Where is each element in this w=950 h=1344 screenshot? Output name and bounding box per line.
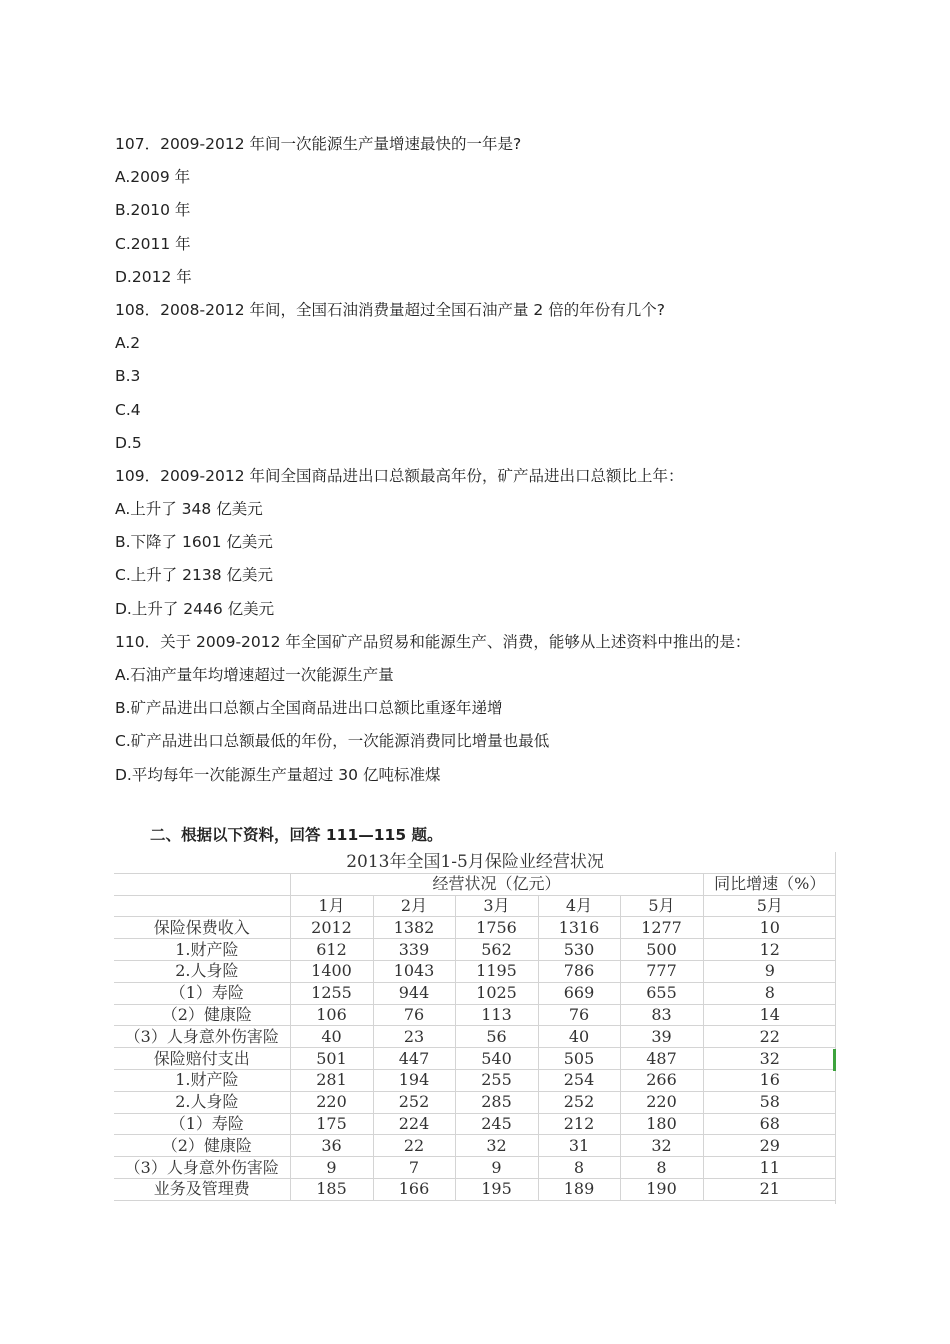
- month-header: 2月: [373, 895, 455, 917]
- question-stem: 110．关于 2009-2012 年全国矿产品贸易和能源生产、消费，能够从上述资料中推出的是：: [115, 632, 751, 651]
- row-label: （1）寿险: [114, 1113, 290, 1135]
- value-cell: 944: [373, 982, 455, 1004]
- value-cell: 505: [538, 1048, 620, 1070]
- value-cell: 40: [290, 1026, 373, 1048]
- value-cell: 8: [538, 1157, 620, 1179]
- value-cell: 1382: [373, 917, 455, 939]
- value-cell: 501: [290, 1048, 373, 1070]
- row-label: 1.财产险: [114, 1069, 290, 1091]
- value-cell: 285: [455, 1091, 538, 1113]
- value-cell: 9: [290, 1157, 373, 1179]
- value-cell: 22: [373, 1135, 455, 1157]
- value-cell: 786: [538, 960, 620, 982]
- value-cell: 83: [620, 1004, 703, 1026]
- value-cell: 245: [455, 1113, 538, 1135]
- value-cell: 40: [538, 1026, 620, 1048]
- table-row: [114, 1178, 836, 1200]
- value-cell: 2012: [290, 917, 373, 939]
- value-cell: 32: [620, 1135, 703, 1157]
- row-label: 业务及管理费: [114, 1178, 290, 1200]
- question-list: [115, 128, 875, 792]
- value-cell: 777: [620, 960, 703, 982]
- table-row: [114, 1004, 836, 1026]
- value-cell: 612: [290, 939, 373, 961]
- growth-cell: 29: [703, 1135, 836, 1157]
- question-stem: 108．2008-2012 年间，全国石油消费量超过全国石油产量 2 倍的年份有几个?: [115, 300, 665, 319]
- value-cell: 166: [373, 1178, 455, 1200]
- status-group-header: 经营状况（亿元）: [290, 873, 703, 895]
- value-cell: 281: [290, 1069, 373, 1091]
- value-cell: 220: [620, 1091, 703, 1113]
- question-110: [115, 626, 875, 792]
- value-cell: 500: [620, 939, 703, 961]
- table-row: [114, 939, 836, 961]
- value-cell: 562: [455, 939, 538, 961]
- value-cell: 1277: [620, 917, 703, 939]
- insurance-table: [114, 852, 836, 1201]
- month-header: 3月: [455, 895, 538, 917]
- option: B.2010 年: [115, 201, 191, 220]
- value-cell: 189: [538, 1178, 620, 1200]
- row-label: 1.财产险: [114, 939, 290, 961]
- table-row: [114, 1157, 836, 1179]
- value-cell: 32: [455, 1135, 538, 1157]
- value-cell: 1195: [455, 960, 538, 982]
- table-right-edge: [835, 852, 836, 1204]
- option: C.上升了 2138 亿美元: [115, 566, 274, 585]
- value-cell: 252: [538, 1091, 620, 1113]
- option: C.2011 年: [115, 234, 191, 253]
- row-label: （2）健康险: [114, 1135, 290, 1157]
- value-cell: 339: [373, 939, 455, 961]
- table-row: [114, 1026, 836, 1048]
- table-title: 2013年全国1-5月保险业经营状况: [114, 852, 836, 873]
- value-cell: 8: [620, 1157, 703, 1179]
- option: D.上升了 2446 亿美元: [115, 599, 275, 618]
- growth-cell: 68: [703, 1113, 836, 1135]
- row-label: 2.人身险: [114, 1091, 290, 1113]
- value-cell: 1043: [373, 960, 455, 982]
- value-cell: 39: [620, 1026, 703, 1048]
- growth-cell: 58: [703, 1091, 836, 1113]
- value-cell: 76: [538, 1004, 620, 1026]
- value-cell: 195: [455, 1178, 538, 1200]
- value-cell: 447: [373, 1048, 455, 1070]
- value-cell: 220: [290, 1091, 373, 1113]
- value-cell: 212: [538, 1113, 620, 1135]
- value-cell: 1400: [290, 960, 373, 982]
- value-cell: 23: [373, 1026, 455, 1048]
- row-label: （3）人身意外伤害险: [114, 1026, 290, 1048]
- question-109: [115, 460, 875, 626]
- option: A.2: [115, 334, 141, 353]
- section-title: 二、根据以下资料，回答 111—115 题。: [150, 826, 443, 844]
- growth-cell: 32: [703, 1048, 836, 1070]
- row-label: 2.人身险: [114, 960, 290, 982]
- row-label: （2）健康险: [114, 1004, 290, 1026]
- option: D.平均每年一次能源生产量超过 30 亿吨标准煤: [115, 765, 441, 784]
- option: A.石油产量年均增速超过一次能源生产量: [115, 666, 394, 684]
- table-row: [114, 1135, 836, 1157]
- growth-cell: 12: [703, 939, 836, 961]
- row-label: 保险赔付支出: [114, 1048, 290, 1070]
- table-row: [114, 1091, 836, 1113]
- option: B.矿产品进出口总额占全国商品进出口总额比重逐年递增: [115, 699, 503, 718]
- month-header: 4月: [538, 895, 620, 917]
- value-cell: 254: [538, 1069, 620, 1091]
- month-header: 1月: [290, 895, 373, 917]
- value-cell: 180: [620, 1113, 703, 1135]
- row-label: （3）人身意外伤害险: [114, 1157, 290, 1179]
- question-stem: 109．2009-2012 年间全国商品进出口总额最高年份，矿产品进出口总额比上年：: [115, 466, 684, 485]
- value-cell: 1255: [290, 982, 373, 1004]
- row-label: （1）寿险: [114, 982, 290, 1004]
- growth-cell: 8: [703, 982, 836, 1004]
- value-cell: 487: [620, 1048, 703, 1070]
- value-cell: 113: [455, 1004, 538, 1026]
- value-cell: 76: [373, 1004, 455, 1026]
- value-cell: 175: [290, 1113, 373, 1135]
- value-cell: 266: [620, 1069, 703, 1091]
- value-cell: 194: [373, 1069, 455, 1091]
- header-blank: [114, 873, 290, 895]
- growth-cell: 22: [703, 1026, 836, 1048]
- value-cell: 1025: [455, 982, 538, 1004]
- option: A.2009 年: [115, 168, 191, 187]
- row-label: 保险保费收入: [114, 917, 290, 939]
- option: A.上升了 348 亿美元: [115, 500, 263, 519]
- growth-cell: 21: [703, 1178, 836, 1200]
- option: C.4: [115, 400, 141, 419]
- option: C.矿产品进出口总额最低的年份，一次能源消费同比增量也最低: [115, 732, 550, 751]
- value-cell: 185: [290, 1178, 373, 1200]
- value-cell: 9: [455, 1157, 538, 1179]
- value-cell: 530: [538, 939, 620, 961]
- option: B.3: [115, 367, 141, 386]
- value-cell: 1316: [538, 917, 620, 939]
- table-row: [114, 960, 836, 982]
- question-108: [115, 294, 875, 460]
- month-header: 5月: [620, 895, 703, 917]
- table-row: [114, 1048, 836, 1070]
- value-cell: 252: [373, 1091, 455, 1113]
- value-cell: 7: [373, 1157, 455, 1179]
- option: B.下降了 1601 亿美元: [115, 533, 273, 552]
- table-row: [114, 982, 836, 1004]
- header-blank: [114, 895, 290, 917]
- value-cell: 190: [620, 1178, 703, 1200]
- growth-cell: 11: [703, 1157, 836, 1179]
- option: D.2012 年: [115, 267, 192, 286]
- growth-cell: 14: [703, 1004, 836, 1026]
- value-cell: 255: [455, 1069, 538, 1091]
- value-cell: 36: [290, 1135, 373, 1157]
- question-107: [115, 128, 875, 294]
- growth-group-header: 同比增速（%）: [703, 873, 836, 895]
- growth-cell: 16: [703, 1069, 836, 1091]
- table-row: [114, 1069, 836, 1091]
- option: D.5: [115, 433, 142, 452]
- growth-cell: 9: [703, 960, 836, 982]
- growth-cell: 10: [703, 917, 836, 939]
- question-stem: 107．2009-2012 年间一次能源生产量增速最快的一年是?: [115, 135, 522, 153]
- value-cell: 224: [373, 1113, 455, 1135]
- table-row: [114, 1113, 836, 1135]
- value-cell: 106: [290, 1004, 373, 1026]
- value-cell: 56: [455, 1026, 538, 1048]
- value-cell: 540: [455, 1048, 538, 1070]
- cell-cursor-marker: [833, 1049, 836, 1071]
- table-row: [114, 917, 836, 939]
- value-cell: 655: [620, 982, 703, 1004]
- value-cell: 1756: [455, 917, 538, 939]
- value-cell: 31: [538, 1135, 620, 1157]
- growth-month-header: 5月: [703, 895, 836, 917]
- value-cell: 669: [538, 982, 620, 1004]
